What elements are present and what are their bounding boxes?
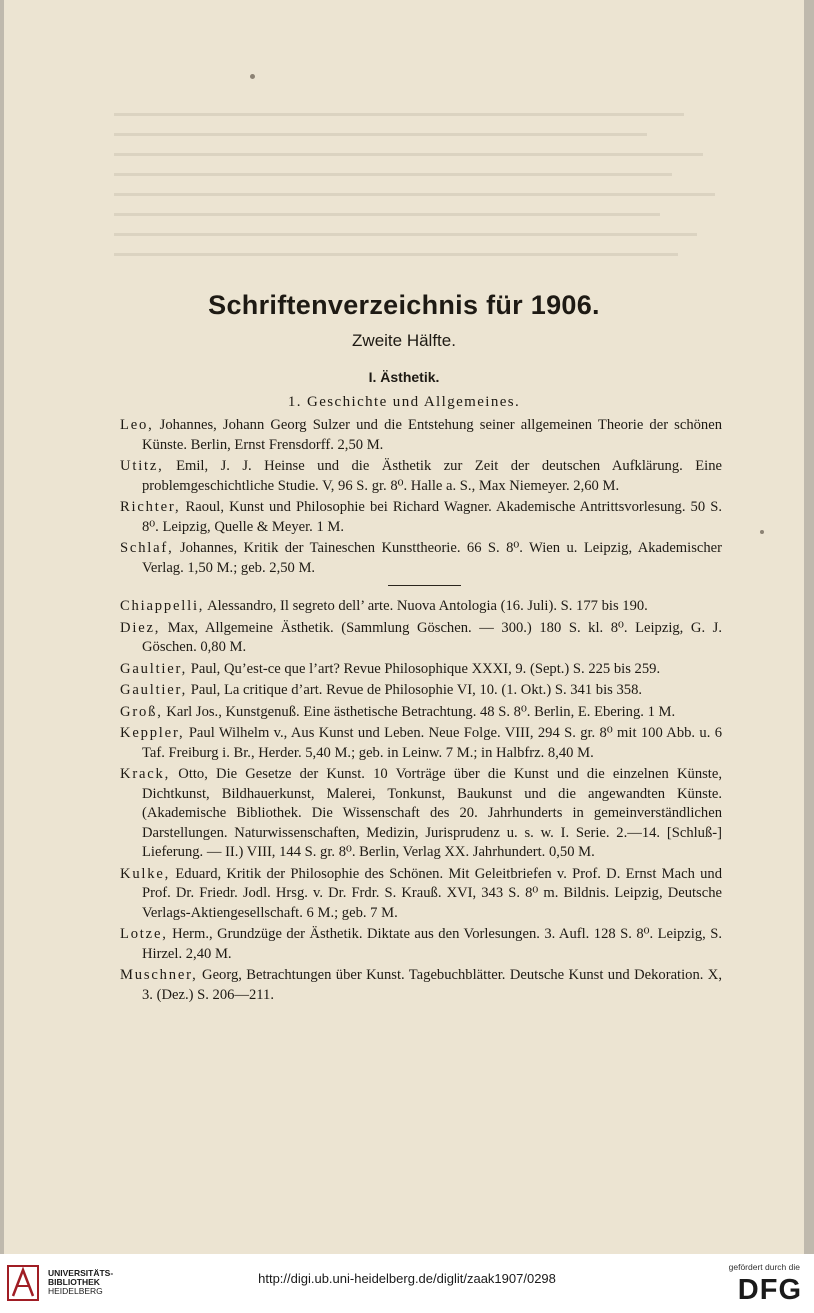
bibliography-entry	[120, 703, 722, 723]
subsection-heading: 1. Geschichte und Allgemeines.	[287, 394, 521, 410]
entry-text: Emil, J. J. Heinse und die Ästhetik zur Zeit der deutschen Aufklärung. Eine problemgeschichtliche Studie. V, 96 S. gr. 8⁰. Halle a. S., Max Niemeyer. 2,60 M.	[142, 458, 722, 494]
entry-author: Richter,	[120, 499, 181, 515]
entry-text: Paul Wilhelm v., Aus Kunst und Leben. Neue Folge. VIII, 294 S. gr. 8⁰ mit 100 Abb. u. 6 Taf. Freiburg i. Br., Herder. 5,40 M.; geb. in Leinw. 7 M.; in Halbfrz. 8,40 M.	[142, 725, 722, 761]
bibliography-entry	[120, 966, 722, 1005]
bleed-through-text	[114, 84, 734, 314]
library-name-line: BIBLIOTHEK	[48, 1277, 100, 1287]
bibliography-entry	[120, 660, 722, 680]
entry-text: Johannes, Johann Georg Sulzer und die Entstehung seiner allgemeinen Theorie der schönen Künste. Berlin, Ernst Frensdorff. 2,50 M.	[142, 417, 722, 453]
dfg-logo[interactable]: DFG	[737, 1274, 802, 1306]
bibliography-entry	[120, 597, 722, 617]
entry-author: Groß,	[120, 703, 163, 720]
library-name-line: HEIDELBERG	[48, 1286, 103, 1296]
bibliography-entry	[120, 416, 722, 455]
entry-author: Krack,	[120, 766, 171, 782]
funding-caption: gefördert durch die	[728, 1262, 800, 1272]
bibliography-entry	[120, 724, 722, 763]
bibliography-entry	[120, 925, 722, 964]
entry-text: Raoul, Kunst und Philosophie bei Richard Wagner. Akademische Antrittsvorlesung. 50 S. 8⁰. Leipzig, Quelle & Meyer. 1 M.	[142, 499, 722, 535]
entry-author: Gaultier,	[120, 660, 188, 677]
entry-author: Muschner,	[120, 967, 198, 983]
entry-text: Georg, Betrachtungen über Kunst. Tagebuchblätter. Deutsche Kunst und Dekoration. X, 3. (Dez.) S. 206—211.	[142, 967, 722, 1003]
entry-text: Paul, Qu’est-ce que l’art? Revue Philosophique XXXI, 9. (Sept.) S. 225 bis 259.	[187, 660, 661, 677]
bibliography-group-2	[120, 597, 722, 1007]
section-heading: I. Ästhetik.	[368, 369, 440, 385]
bibliography-entry	[120, 457, 722, 496]
entry-author: Keppler,	[120, 725, 185, 741]
page-subtitle: Zweite Hälfte.	[352, 331, 456, 350]
entry-author: Leo,	[120, 417, 154, 433]
speck	[760, 530, 764, 534]
library-name-line: UNIVERSITÄTS-	[48, 1268, 114, 1278]
bibliography-entry	[120, 619, 722, 658]
entry-author: Kulke,	[120, 865, 171, 882]
entry-text: Herm., Grundzüge der Ästhetik. Diktate aus den Vorlesungen. 3. Aufl. 128 S. 8⁰. Leipzig, S. Hirzel. 2,40 M.	[142, 926, 722, 962]
entry-text: Johannes, Kritik der Taineschen Kunsttheorie. 66 S. 8⁰. Wien u. Leipzig, Akademischer Verlag. 1,50 M.; geb. 2,50 M.	[142, 540, 722, 576]
entry-author: Utitz,	[120, 458, 164, 474]
entry-author: Chiappelli,	[120, 598, 205, 614]
page-title: Schriftenverzeichnis für 1906.	[208, 290, 600, 320]
entry-author: Lotze,	[120, 926, 168, 942]
entry-text: Max, Allgemeine Ästhetik. (Sammlung Göschen. — 300.) 180 S. kl. 8⁰. Leipzig, G. J. Göschen. 0,80 M.	[142, 619, 722, 655]
speck	[250, 74, 255, 79]
entry-text: Karl Jos., Kunstgenuß. Eine ästhetische Betrachtung. 48 S. 8⁰. Berlin, E. Ebering. 1 M.	[162, 703, 676, 720]
bibliography-entry	[120, 539, 722, 578]
bibliography-entry	[120, 681, 722, 701]
entry-text: Otto, Die Gesetze der Kunst. 10 Vorträge über die Kunst und die einzelnen Künste, Dichtkunst, Bildhauerkunst, Malerei, Tonkunst, Baukunst und die angewandten Künste. (Akademische Bibliothek. Die Wissenschaft des 20. Jahrhunderts in gemeinverständlichen Darstellungen. Naturwissenschaften, Medizin, Jurisprudenz u. s. w. I. Serie. 2.—14. [Schluß-] Lieferung. — II.) VIII, 144 S. gr. 8⁰. Berlin, Verlag XX. Jahrhundert. 0,50 M.	[142, 766, 722, 860]
entry-author: Gaultier,	[120, 682, 188, 698]
entry-author: Schlaf,	[120, 540, 174, 556]
permalink-url[interactable]: http://digi.ub.uni-heidelberg.de/diglit/zaak1907/0298	[258, 1271, 556, 1286]
bibliography-entry	[120, 765, 722, 863]
entry-text: Paul, La critique d’art. Revue de Philosophie VI, 10. (1. Okt.) S. 341 bis 358.	[187, 682, 643, 698]
bibliography-entry	[120, 498, 722, 537]
bibliography-entry	[120, 865, 722, 924]
divider-rule	[388, 585, 461, 586]
scanned-page	[4, 0, 804, 1254]
entry-text: Eduard, Kritik der Philosophie des Schönen. Mit Geleitbriefen v. Prof. D. Ernst Mach und Prof. Dr. Friedr. Jodl. Hrsg. v. Dr. Frdr. S. Krauß. XVI, 343 S. 8⁰ m. Bildnis. Leipzig, Deutsche Verlags-Aktiengesellschaft. 6 M.; geb. 7 M.	[142, 865, 722, 921]
entry-author: Diez,	[120, 619, 161, 636]
bibliography-group-1	[120, 416, 722, 580]
entry-text: Alessandro, Il segreto dell’ arte. Nuova Antologia (16. Juli). S. 177 bis 190.	[204, 598, 648, 614]
